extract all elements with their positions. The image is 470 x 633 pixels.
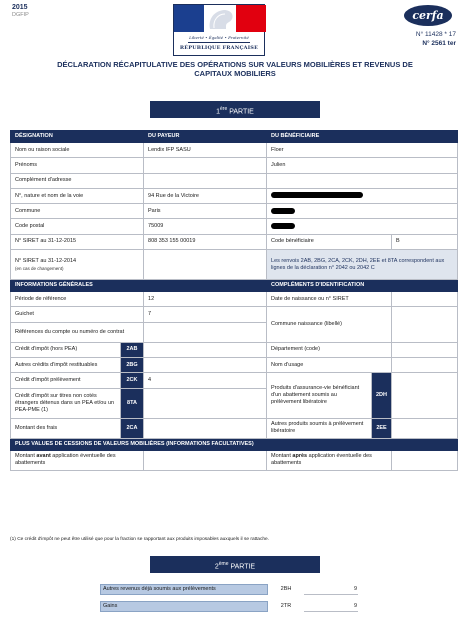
code-2dh: 2DH xyxy=(372,373,392,418)
assurance-vie-field[interactable] xyxy=(392,373,458,418)
section-plus-values: PLUS VALUES DE CESSIONS DE VALEURS MOBILIÈRES (INFORMATIONS FACULTATIVES) xyxy=(11,438,458,450)
footnote: (1) Ce crédit d'impôt ne peut être utilisé que pour la fraction se rapportant aux produits imposables auxquels il se rattache. xyxy=(10,537,270,542)
table-row xyxy=(11,234,458,249)
row-label: Produits d'assurance-vie bénéficiant d'un abattement soumis au prélèvement libératoire xyxy=(267,373,372,418)
section-header xyxy=(11,280,458,292)
autres-credits-field[interactable] xyxy=(144,357,267,372)
row-label: Montant des frais xyxy=(11,418,121,438)
form-reference: N° 2561 ter xyxy=(422,40,456,47)
table-row xyxy=(11,204,458,219)
row-label xyxy=(267,450,392,470)
beneficiaire-complement-field[interactable] xyxy=(267,173,458,188)
part-2-banner xyxy=(150,556,320,573)
table-row xyxy=(11,307,458,322)
declaration-table xyxy=(10,130,458,471)
part-1-label: PARTIE xyxy=(227,108,254,116)
section-complements-identification: COMPLÉMENTS D'IDENTIFICATION xyxy=(267,280,458,292)
table-row xyxy=(11,450,458,470)
table-row xyxy=(11,173,458,188)
avant-suffix: application éventuelle des abattements xyxy=(15,453,116,467)
beneficiaire-postal-code-field[interactable] xyxy=(267,219,458,234)
departement-field[interactable] xyxy=(392,342,458,357)
references-field[interactable] xyxy=(144,322,267,342)
form-year: 2015 xyxy=(12,4,28,11)
titres-field[interactable] xyxy=(144,388,267,418)
row-label: Gains xyxy=(100,601,268,612)
row-label: Période de référence xyxy=(11,292,144,307)
cerfa-logo-text: cerfa xyxy=(412,9,444,22)
code-2bh: 2BH xyxy=(280,586,292,592)
avant-prefix: Montant xyxy=(15,453,37,460)
column-payeur: DU PAYEUR xyxy=(144,131,267,143)
part-2-number: 2 xyxy=(214,563,219,571)
avant-keyword: avant xyxy=(36,453,51,460)
autres-revenus-field[interactable]: 9 xyxy=(304,584,358,595)
payeur-complement-field[interactable] xyxy=(144,173,267,188)
row-label: Autres crédits d'impôt restituables xyxy=(11,357,121,372)
row-label: Références du compte ou numéro de contrat xyxy=(11,322,144,342)
apres-keyword: après xyxy=(292,453,308,460)
code-2ee: 2EE xyxy=(372,418,392,438)
redaction-mark xyxy=(271,223,295,229)
part-1-suffix: ère xyxy=(220,106,228,112)
autres-produits-field[interactable] xyxy=(392,418,458,438)
frais-field[interactable] xyxy=(144,418,267,438)
table-row xyxy=(11,250,458,280)
code-beneficiaire-field[interactable]: B xyxy=(392,234,458,249)
code-beneficiaire-label: Code bénéficiaire xyxy=(267,234,392,249)
credit-hors-pea-field[interactable] xyxy=(144,342,267,357)
row-label: Code postal xyxy=(11,219,144,234)
form-number: N° 11428 * 17 xyxy=(415,31,456,38)
payeur-commune-field[interactable]: Paris xyxy=(144,204,267,219)
siret-2014-note: (en cas de changement) xyxy=(15,265,64,271)
redaction-mark xyxy=(271,192,363,198)
titres-label: Crédit d'impôt sur titres non cotés étrangers détenus dans un PEA et/ou un PEA-PME xyxy=(15,392,115,413)
row-label: Autres revenus déjà soumis aux prélèvements xyxy=(100,584,268,595)
row-label xyxy=(11,250,144,280)
periode-field[interactable]: 12 xyxy=(144,292,267,307)
table-row xyxy=(11,143,458,158)
guichet-field[interactable]: 7 xyxy=(144,307,267,322)
plus-value-apres-field[interactable] xyxy=(392,450,458,470)
part-1-banner xyxy=(150,101,320,118)
payeur-street-field[interactable]: 94 Rue de la Victoire xyxy=(144,188,267,203)
table-row xyxy=(11,357,458,372)
table-row xyxy=(11,342,458,357)
siret-2014-label: N° SIRET au 31-12-2014 xyxy=(15,257,77,264)
logo-text: RÉPUBLIQUE FRANÇAISE xyxy=(179,45,259,51)
row-label: Commune xyxy=(11,204,144,219)
row-label: Nom ou raison sociale xyxy=(11,143,144,158)
part-1-number: 1 xyxy=(216,108,221,116)
row-label: Date de naissance ou n° SIRET xyxy=(267,292,392,307)
row-label: Guichet xyxy=(11,307,144,322)
code-8ta: 8TA xyxy=(121,388,144,418)
code-2ck: 2CK xyxy=(121,373,144,388)
payeur-siret-field[interactable]: 808 353 155 00019 xyxy=(144,234,267,249)
payeur-name-field[interactable]: Lendix IFP SASU xyxy=(144,143,267,158)
row-label: Crédit d'impôt prélèvement xyxy=(11,373,121,388)
table-row xyxy=(11,188,458,203)
page-title xyxy=(20,60,450,78)
payeur-siret-2014-field[interactable] xyxy=(144,250,267,280)
row-label xyxy=(11,450,144,470)
cerfa-logo xyxy=(403,4,453,27)
row-label: N° SIRET au 31-12-2015 xyxy=(11,234,144,249)
row-label xyxy=(11,388,121,418)
beneficiaire-name-field[interactable]: Floer xyxy=(267,143,458,158)
code-2bg: 2BG xyxy=(121,357,144,372)
section-header xyxy=(11,438,458,450)
redaction-mark xyxy=(271,208,295,214)
payeur-prenoms-field[interactable] xyxy=(144,158,267,173)
page-title-line-2: CAPITAUX MOBILIERS xyxy=(194,69,276,78)
renvoi-note: Les renvois 2AB, 2BG, 2CA, 2CK, 2DH, 2EE et 8TA correspondent aux lignes de la déclaration n° 2042 ou 2042 C xyxy=(267,250,458,280)
payeur-postal-code-field[interactable]: 75009 xyxy=(144,219,267,234)
part-2-label: PARTIE xyxy=(228,563,256,571)
code-2ca: 2CA xyxy=(121,418,144,438)
table-row xyxy=(11,158,458,173)
republique-francaise-logo xyxy=(173,4,265,56)
row-label: Nom d'usage xyxy=(267,357,392,372)
table-row xyxy=(11,219,458,234)
logo-divider xyxy=(188,42,250,43)
marianne-emblem xyxy=(174,5,266,32)
page-title-line-1: DÉCLARATION RÉCAPITULATIVE DES OPÉRATIONS SUR VALEURS MOBILIÈRES ET REVENUS DE xyxy=(57,60,413,69)
section-informations-generales: INFORMATIONS GÉNÉRALES xyxy=(11,280,267,292)
plus-value-avant-field[interactable] xyxy=(144,450,267,470)
part-2-suffix: ème xyxy=(218,561,229,567)
beneficiaire-street-field[interactable] xyxy=(267,188,458,203)
part2-row-2tr xyxy=(100,601,358,612)
table-row xyxy=(11,373,458,388)
part2-row-2bh xyxy=(100,584,358,595)
beneficiaire-commune-field[interactable] xyxy=(267,204,458,219)
table-header xyxy=(11,131,458,143)
column-designation: DÉSIGNATION xyxy=(11,131,144,143)
apres-suffix: application éventuelle des abattements xyxy=(271,453,372,467)
apres-prefix: Montant xyxy=(271,453,293,460)
logo-motto: Liberté • Égalité • Fraternité xyxy=(189,35,249,40)
org-label: DGFIP xyxy=(12,12,29,18)
nom-usage-field[interactable] xyxy=(392,357,458,372)
row-label: N°, nature et nom de la voie xyxy=(11,188,144,203)
row-label: Département (code) xyxy=(267,342,392,357)
code-2ab: 2AB xyxy=(121,342,144,357)
table-row xyxy=(11,292,458,307)
prelevement-field[interactable]: 4 xyxy=(144,373,267,388)
row-label: Autres produits soumis à prélèvement libératoire xyxy=(267,418,372,438)
gains-field[interactable]: 9 xyxy=(304,601,358,612)
beneficiaire-prenoms-field[interactable]: Julien xyxy=(267,158,458,173)
titres-note: (1) xyxy=(41,406,49,413)
row-label: Crédit d'impôt (hors PEA) xyxy=(11,342,121,357)
row-label: Complément d'adresse xyxy=(11,173,144,188)
column-beneficiaire: DU BÉNÉFICIAIRE xyxy=(267,131,458,143)
code-2tr: 2TR xyxy=(280,603,292,609)
naissance-field[interactable] xyxy=(392,292,458,307)
table-row xyxy=(11,418,458,438)
row-label: Commune naissance (libellé) xyxy=(267,307,392,342)
form-number-block xyxy=(416,30,456,48)
row-label: Prénoms xyxy=(11,158,144,173)
commune-naissance-field[interactable] xyxy=(392,307,458,342)
